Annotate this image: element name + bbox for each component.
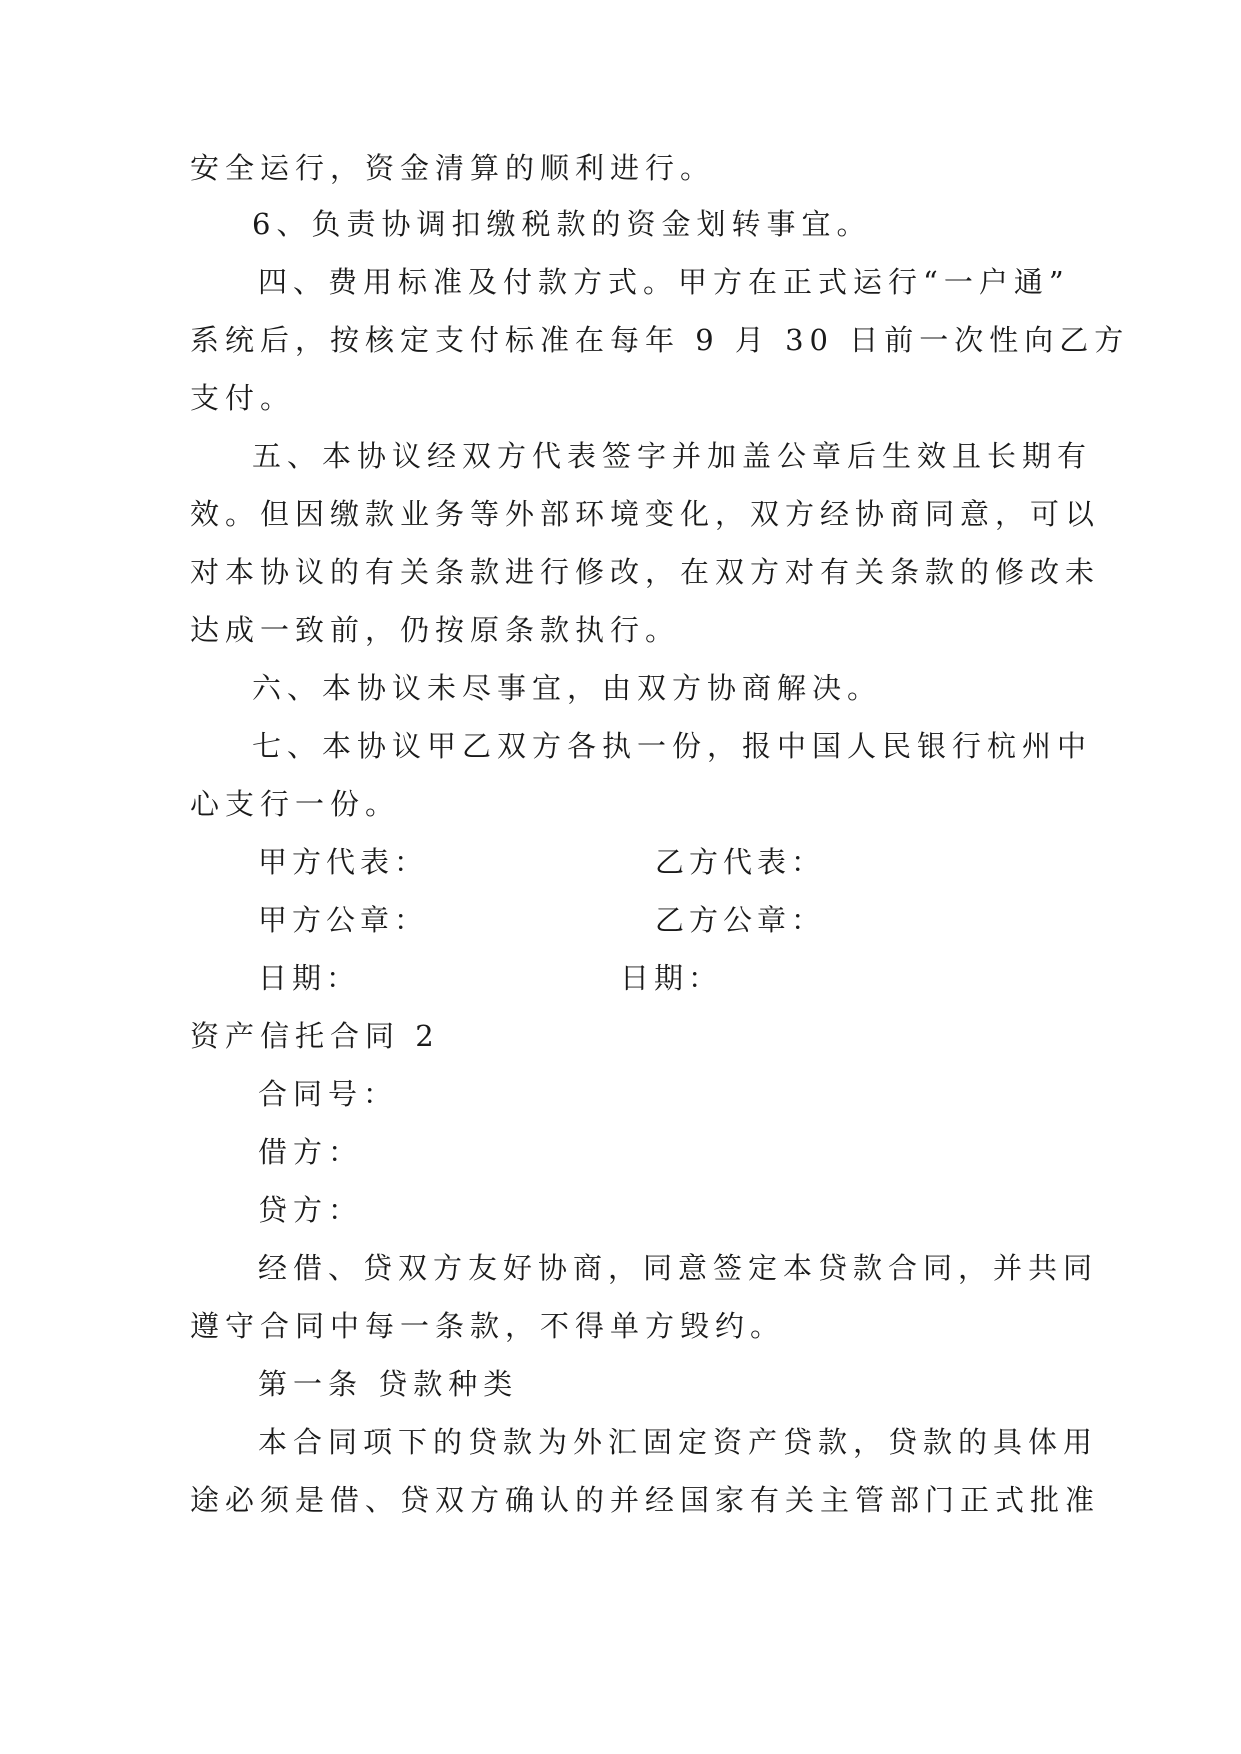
party-a-date-label: 日期： (258, 961, 361, 995)
paragraph-line: 本合同项下的贷款为外汇固定资产贷款，贷款的具体用 (258, 1425, 1099, 1459)
lender-label: 贷方： (258, 1193, 364, 1227)
paragraph-line: 效。但因缴款业务等外部环境变化，双方经协商同意，可以 (190, 497, 1101, 531)
paragraph-line: 达成一致前，仍按原条款执行。 (190, 613, 681, 647)
party-b-representative-label: 乙方代表： (655, 845, 826, 879)
section-title: 资产信托合同 2 (190, 1019, 440, 1053)
paragraph-line: 六、本协议未尽事宜，由双方协商解决。 (252, 671, 883, 705)
paragraph-line: 遵守合同中每一条款，不得单方毁约。 (190, 1309, 786, 1343)
paragraph-line: 途必须是借、贷双方确认的并经国家有关主管部门正式批准 (190, 1483, 1101, 1517)
paragraph-line: 经借、贷双方友好协商，同意签定本贷款合同，并共同 (258, 1251, 1099, 1285)
article-heading: 第一条 贷款种类 (258, 1367, 519, 1401)
paragraph-line: 6、负责协调扣缴税款的资金划转事宜。 (252, 207, 872, 241)
contract-number-label: 合同号： (258, 1077, 399, 1111)
paragraph-line: 对本协议的有关条款进行修改，在双方对有关条款的修改未 (190, 555, 1101, 589)
party-a-seal-label: 甲方公章： (258, 903, 429, 937)
party-a-representative-label: 甲方代表： (258, 845, 429, 879)
party-b-seal-label: 乙方公章： (655, 903, 826, 937)
paragraph-line: 系统后，按核定支付标准在每年 9 月 30 日前一次性向乙方 (190, 323, 1130, 357)
paragraph-line: 安全运行，资金清算的顺利进行。 (190, 151, 716, 185)
paragraph-line: 四、费用标准及付款方式。甲方在正式运行“一户通” (258, 265, 1070, 299)
paragraph-line: 支付。 (190, 381, 296, 415)
party-b-date-label: 日期： (620, 961, 723, 995)
paragraph-line: 心支行一份。 (190, 787, 401, 821)
paragraph-line: 五、本协议经双方代表签字并加盖公章后生效且长期有 (252, 439, 1093, 473)
borrower-label: 借方： (258, 1135, 364, 1169)
paragraph-line: 七、本协议甲乙双方各执一份，报中国人民银行杭州中 (252, 729, 1093, 763)
